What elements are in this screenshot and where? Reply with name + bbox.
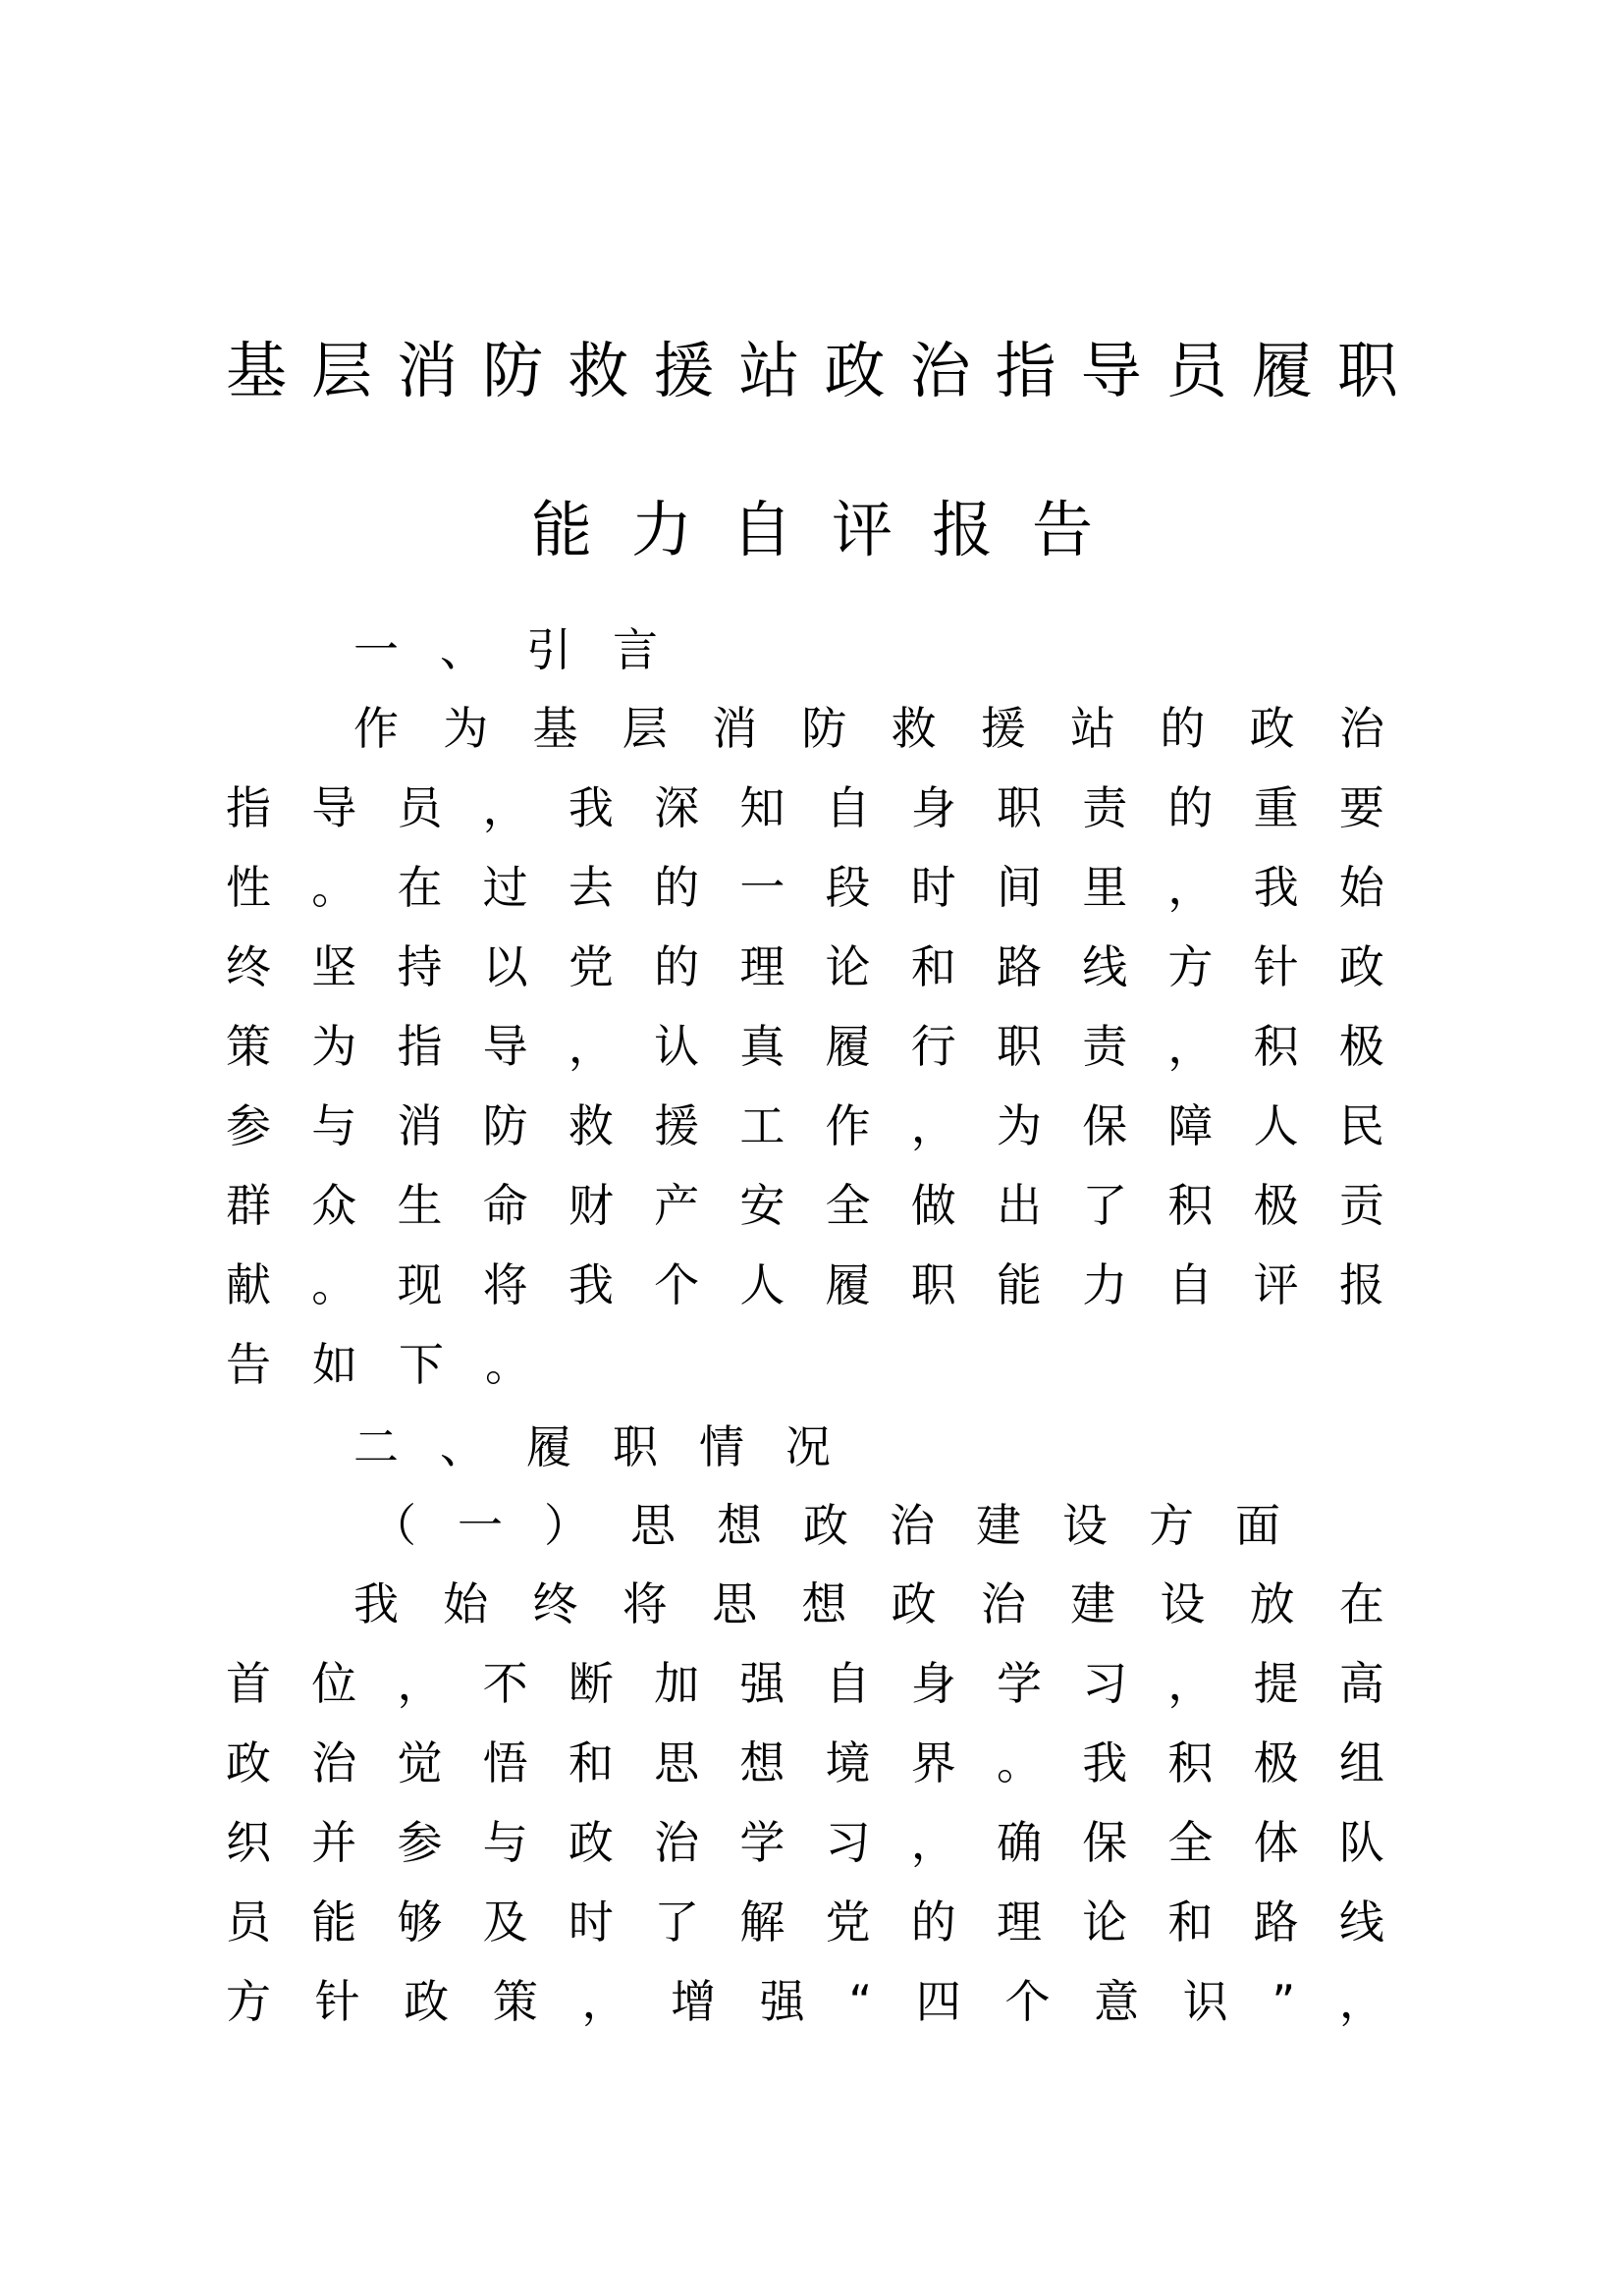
text-char: 方 (1167, 940, 1214, 993)
text-char: 极 (1338, 1020, 1384, 1073)
paragraph-line (226, 1176, 1384, 1235)
text-char: 治 (654, 1816, 700, 1869)
title-char: 指 (995, 335, 1056, 406)
title-char: 自 (731, 494, 792, 565)
title-char: 报 (932, 494, 994, 565)
text-char: 意 (1094, 1975, 1140, 2028)
heading-char: 想 (717, 1499, 762, 1552)
text-char: 下 (399, 1338, 444, 1391)
text-char: 自 (825, 781, 871, 834)
text-char: 和 (1167, 1896, 1214, 1949)
text-char: 如 (312, 1338, 357, 1391)
title-char: 站 (738, 335, 800, 406)
text-char: 生 (397, 1179, 443, 1232)
heading-char: 建 (976, 1499, 1021, 1552)
text-char: 段 (825, 861, 871, 914)
text-char: 始 (443, 1577, 489, 1630)
text-char: 极 (1253, 1179, 1299, 1232)
section-1-heading (353, 620, 699, 679)
text-char: 众 (311, 1179, 357, 1232)
text-char: ， (910, 1816, 956, 1869)
text-char: 设 (1160, 1577, 1206, 1630)
text-char: 群 (226, 1179, 271, 1232)
text-char: 治 (980, 1577, 1026, 1630)
heading-char: 况 (785, 1420, 831, 1473)
text-char: 针 (314, 1975, 360, 2028)
title-char: 救 (568, 335, 629, 406)
text-char: 贡 (1338, 1179, 1384, 1232)
heading-char: 治 (890, 1499, 935, 1552)
text-char: 增 (671, 1975, 717, 2028)
text-char: 职 (910, 1258, 956, 1311)
text-char: ” (1272, 1975, 1296, 2028)
text-char: 的 (1167, 781, 1214, 834)
text-char: 放 (1249, 1577, 1295, 1630)
text-char: 时 (910, 861, 956, 914)
paragraph-line (226, 1734, 1384, 1792)
text-char: “ (848, 1975, 873, 2028)
text-char: 了 (654, 1896, 700, 1949)
title-char: 能 (530, 494, 592, 565)
text-char: 过 (482, 861, 528, 914)
text-char: 境 (825, 1736, 871, 1789)
text-char: 深 (654, 781, 700, 834)
title-char: 消 (397, 335, 459, 406)
text-char: 强 (739, 1657, 785, 1710)
text-char: 首 (226, 1657, 271, 1710)
text-char: 为 (996, 1099, 1042, 1152)
title-char: 职 (1336, 335, 1398, 406)
text-char: 位 (311, 1657, 357, 1710)
text-char: 断 (568, 1657, 614, 1710)
text-char: 强 (759, 1975, 805, 2028)
text-char: 和 (568, 1736, 614, 1789)
text-char: 组 (1338, 1736, 1384, 1789)
heading-char: 履 (526, 1420, 571, 1473)
text-char: 不 (482, 1657, 528, 1710)
text-char: 政 (404, 1975, 450, 2028)
title-char: 政 (824, 335, 886, 406)
text-char: 策 (492, 1975, 538, 2028)
text-char: 并 (311, 1816, 357, 1869)
heading-char: 情 (699, 1420, 744, 1473)
text-char: 作 (825, 1099, 871, 1152)
text-char: 高 (1338, 1657, 1384, 1710)
text-char: 一 (739, 861, 785, 914)
text-char: 政 (1338, 940, 1384, 993)
text-char: 消 (397, 1099, 443, 1152)
text-char: 指 (397, 1020, 443, 1073)
text-char: 重 (1253, 781, 1299, 834)
text-char: 识 (1182, 1975, 1228, 2028)
text-char: 献 (226, 1258, 271, 1311)
text-char: 出 (996, 1179, 1042, 1232)
text-char: 间 (996, 861, 1042, 914)
paragraph-line (226, 1654, 1384, 1713)
text-char: 财 (568, 1179, 614, 1232)
text-char: 我 (568, 1258, 614, 1311)
text-char: 为 (311, 1020, 357, 1073)
text-char: 政 (226, 1736, 271, 1789)
text-char: 和 (910, 940, 956, 993)
text-char: 民 (1338, 1099, 1384, 1152)
text-char: 救 (568, 1099, 614, 1152)
text-char: 思 (712, 1577, 758, 1630)
text-char: 防 (801, 702, 847, 755)
text-char: 策 (226, 1020, 271, 1073)
document-title-line-1 (226, 332, 1398, 410)
text-char: 始 (1338, 861, 1384, 914)
text-char: 援 (654, 1099, 700, 1152)
heading-char: 政 (803, 1499, 848, 1552)
text-char: 队 (1338, 1816, 1384, 1869)
text-char: 悟 (482, 1736, 528, 1789)
text-char: 履 (825, 1020, 871, 1073)
heading-char: 、 (440, 1420, 485, 1473)
text-char: ， (568, 1020, 614, 1073)
text-char: 作 (353, 702, 399, 755)
text-char: 真 (739, 1020, 785, 1073)
text-char: 够 (397, 1896, 443, 1949)
text-char: 党 (568, 940, 614, 993)
text-char: 政 (891, 1577, 937, 1630)
text-char: 思 (654, 1736, 700, 1789)
text-char: 消 (712, 702, 758, 755)
text-char: 里 (1082, 861, 1128, 914)
text-char: 知 (739, 781, 785, 834)
text-char: 我 (568, 781, 614, 834)
text-char: 导 (311, 781, 357, 834)
text-char: 评 (1253, 1258, 1299, 1311)
text-char: 政 (1249, 702, 1295, 755)
text-char: 援 (980, 702, 1026, 755)
text-char: 治 (1338, 702, 1384, 755)
text-char: 基 (532, 702, 578, 755)
text-char: 性 (226, 861, 271, 914)
text-char: 习 (1082, 1657, 1128, 1710)
subsection-1-heading (371, 1496, 1322, 1555)
text-char: ， (397, 1657, 443, 1710)
text-char: 持 (397, 940, 443, 993)
text-char: 员 (397, 781, 443, 834)
text-char: 行 (910, 1020, 956, 1073)
text-char: 在 (397, 861, 443, 914)
text-char: 。 (311, 1258, 357, 1311)
text-char: 工 (739, 1099, 785, 1152)
heading-char: 一 (353, 623, 399, 676)
text-char: ， (1338, 1975, 1384, 2028)
text-char: 织 (226, 1816, 271, 1869)
text-char: 职 (996, 1020, 1042, 1073)
text-char: 责 (1082, 1020, 1128, 1073)
text-char: 指 (226, 781, 271, 834)
title-char: 援 (653, 335, 715, 406)
text-char: ， (581, 1975, 627, 2028)
text-char: 理 (739, 940, 785, 993)
text-char: 参 (226, 1099, 271, 1152)
text-char: 终 (532, 1577, 578, 1630)
heading-char: 设 (1062, 1499, 1108, 1552)
text-char: 报 (1338, 1258, 1384, 1311)
text-char: 我 (353, 1577, 399, 1630)
paragraph-line (226, 1893, 1384, 1951)
text-char: 全 (825, 1179, 871, 1232)
text-char: 自 (1167, 1258, 1214, 1311)
text-char: 路 (996, 940, 1042, 993)
title-char: 治 (909, 335, 971, 406)
heading-char: 言 (613, 623, 658, 676)
text-char: 积 (1167, 1736, 1214, 1789)
text-char: 习 (825, 1816, 871, 1869)
text-char: 了 (1082, 1179, 1128, 1232)
text-char: 建 (1070, 1577, 1116, 1630)
title-char: 力 (630, 494, 692, 565)
text-char: 学 (739, 1816, 785, 1869)
text-char: 力 (1082, 1258, 1128, 1311)
text-char: 保 (1082, 1816, 1128, 1869)
text-char: 个 (654, 1258, 700, 1311)
text-char: 命 (482, 1179, 528, 1232)
text-char: ， (1167, 861, 1214, 914)
text-char: 产 (654, 1179, 700, 1232)
paragraph-line (226, 1096, 1384, 1155)
text-char: 党 (825, 1896, 871, 1949)
text-char: 治 (311, 1736, 357, 1789)
text-char: ， (1167, 1657, 1214, 1710)
text-char: 的 (654, 861, 700, 914)
paragraph-line (353, 1575, 1384, 1633)
title-char: 防 (482, 335, 544, 406)
text-char: 界 (910, 1736, 956, 1789)
title-char: 基 (226, 335, 288, 406)
text-char: 安 (739, 1179, 785, 1232)
text-char: 。 (311, 861, 357, 914)
text-char: 政 (568, 1816, 614, 1869)
section-2-heading (353, 1417, 872, 1476)
text-char: ， (1167, 1020, 1214, 1073)
text-char: 线 (1338, 1896, 1384, 1949)
title-char: 告 (1032, 494, 1094, 565)
text-char: 我 (1082, 1736, 1128, 1789)
text-char: 去 (568, 861, 614, 914)
title-char: 导 (1080, 335, 1142, 406)
text-char: 确 (996, 1816, 1042, 1869)
text-char: 能 (311, 1896, 357, 1949)
text-char: 针 (1253, 940, 1299, 993)
title-char: 层 (311, 335, 373, 406)
text-char: 个 (1004, 1975, 1051, 2028)
text-char: 告 (226, 1338, 271, 1391)
text-char: 导 (482, 1020, 528, 1073)
text-char: 做 (910, 1179, 956, 1232)
text-char: 论 (1082, 1896, 1128, 1949)
paragraph-line (226, 858, 1384, 917)
text-char: 站 (1070, 702, 1116, 755)
text-char: 将 (482, 1258, 528, 1311)
paragraph-line (226, 1017, 1384, 1076)
text-char: 救 (891, 702, 937, 755)
text-char: 员 (226, 1896, 271, 1949)
heading-char: （ (371, 1499, 416, 1552)
text-char: 方 (226, 1975, 271, 2028)
text-char: 路 (1253, 1896, 1299, 1949)
text-char: 论 (825, 940, 871, 993)
text-char: 的 (1160, 702, 1206, 755)
text-char: 我 (1253, 861, 1299, 914)
text-char: 身 (910, 781, 956, 834)
heading-char: 一 (458, 1499, 503, 1552)
text-char: 坚 (311, 940, 357, 993)
text-char: 体 (1253, 1816, 1299, 1869)
text-char: 以 (482, 940, 528, 993)
text-char: 积 (1253, 1020, 1299, 1073)
text-char: 履 (825, 1258, 871, 1311)
text-char: 线 (1082, 940, 1128, 993)
text-char: 要 (1338, 781, 1384, 834)
text-char: 层 (622, 702, 668, 755)
text-char: 认 (654, 1020, 700, 1073)
heading-char: 面 (1235, 1499, 1280, 1552)
text-char: 与 (311, 1099, 357, 1152)
text-char: 想 (739, 1736, 785, 1789)
text-char: 在 (1338, 1577, 1384, 1630)
text-char: 的 (910, 1896, 956, 1949)
text-char: 责 (1082, 781, 1128, 834)
text-char: 障 (1167, 1099, 1214, 1152)
text-char: 防 (482, 1099, 528, 1152)
text-char: 极 (1253, 1736, 1299, 1789)
text-char: 解 (739, 1896, 785, 1949)
heading-char: ） (544, 1499, 589, 1552)
text-char: ， (910, 1099, 956, 1152)
text-char: 及 (482, 1896, 528, 1949)
text-char: 与 (482, 1816, 528, 1869)
text-char: 身 (910, 1657, 956, 1710)
text-char: 学 (996, 1657, 1042, 1710)
text-char: 人 (739, 1258, 785, 1311)
text-char: 现 (397, 1258, 443, 1311)
text-char: 四 (915, 1975, 961, 2028)
text-char: 参 (397, 1816, 443, 1869)
text-char: 为 (443, 702, 489, 755)
heading-char: 思 (630, 1499, 676, 1552)
title-char: 履 (1251, 335, 1313, 406)
text-char: 的 (654, 940, 700, 993)
text-char: 自 (825, 1657, 871, 1710)
text-char: 保 (1082, 1099, 1128, 1152)
text-char: 。 (485, 1338, 530, 1391)
paragraph-line (226, 1335, 1384, 1394)
paragraph-line (226, 1813, 1384, 1872)
text-char: 提 (1253, 1657, 1299, 1710)
text-char: 觉 (397, 1736, 443, 1789)
text-char: 理 (996, 1896, 1042, 1949)
heading-char: 引 (526, 623, 571, 676)
title-char: 评 (832, 494, 893, 565)
text-char: 。 (996, 1736, 1042, 1789)
text-char: 时 (568, 1896, 614, 1949)
paragraph-line (353, 699, 1384, 758)
text-char: 积 (1167, 1179, 1214, 1232)
text-char: 终 (226, 940, 271, 993)
text-char: ， (482, 781, 528, 834)
paragraph-line (226, 1255, 1384, 1314)
heading-char: 方 (1149, 1499, 1194, 1552)
paragraph-line (226, 778, 1384, 837)
text-char: 加 (654, 1657, 700, 1710)
text-char: 将 (622, 1577, 668, 1630)
title-char: 员 (1165, 335, 1227, 406)
text-char: 全 (1167, 1816, 1214, 1869)
text-char: 人 (1253, 1099, 1299, 1152)
paragraph-line (226, 1972, 1384, 2031)
text-char: 能 (996, 1258, 1042, 1311)
document-title-line-2 (226, 491, 1398, 569)
text-char: 职 (996, 781, 1042, 834)
heading-char: 职 (613, 1420, 658, 1473)
heading-char: 二 (353, 1420, 399, 1473)
heading-char: 、 (440, 623, 485, 676)
paragraph-line (226, 937, 1384, 996)
text-char: 想 (801, 1577, 847, 1630)
